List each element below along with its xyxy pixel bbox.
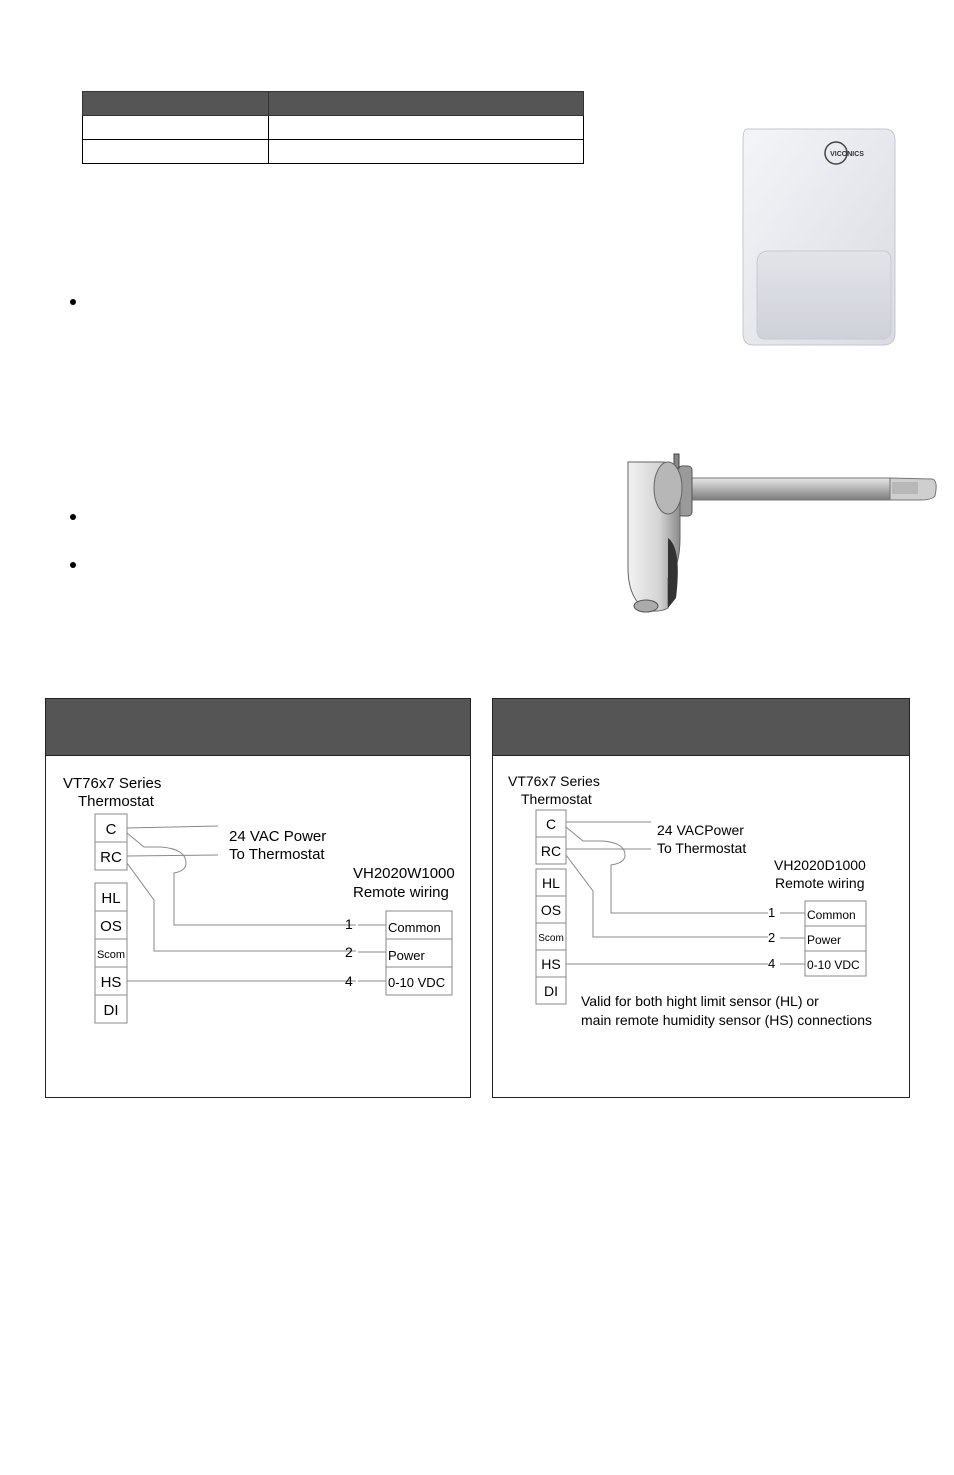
power-label: To Thermostat [229,846,325,863]
brand-logo: VICONICS [830,151,864,158]
terminal-os: OS [100,918,122,935]
model-label: Remote wiring [775,875,865,891]
pin-number: 4 [345,973,353,989]
thermostat-title: VT76x7 Series [63,775,162,792]
pin-number: 1 [768,905,776,920]
spec-table-header [83,92,584,116]
terminal-os: OS [540,902,562,918]
thermostat-title: VT76x7 Series [508,773,600,789]
table-row [83,140,584,164]
bullet-point [70,514,76,520]
terminal-rc: RC [100,849,122,866]
power-label: 24 VAC Power [229,828,327,845]
wiring-panel-w1000 [45,698,471,1098]
model-label: Remote wiring [353,884,449,901]
table-cell [269,116,584,140]
spec-table-header-cell [83,92,269,116]
spec-table [82,91,584,164]
duct-sensor-photo [610,448,940,618]
wiring-panel-d1000 [492,698,910,1098]
table-cell [83,116,269,140]
terminal-hs: HS [100,974,122,991]
terminal-hl: HL [101,890,121,907]
pin-number: 2 [345,944,353,960]
sensor-terminal-common: Common [388,920,441,935]
pin-number: 1 [345,916,353,932]
power-label: 24 VACPower [657,822,744,838]
model-label: VH2020W1000 [353,865,455,882]
wiring-note: Valid for both hight limit sensor (HL) or [581,993,819,1009]
sensor-terminal-common: Common [807,908,856,922]
terminal-hs: HS [541,956,561,972]
spec-table-header-cell [269,92,584,116]
wiring-diagram-w1000 [46,755,470,1097]
table-cell [83,140,269,164]
wiring-diagram-d1000 [493,755,909,1097]
terminal-rc: RC [540,843,562,859]
terminal-scom: Scom [538,933,564,944]
terminal-scom: Scom [96,949,126,961]
terminal-c: C [105,821,117,838]
terminal-hl: HL [542,875,560,891]
table-cell [269,140,584,164]
bullet-point [70,299,76,305]
pin-number: 4 [768,956,776,971]
panel-header [46,699,470,756]
panel-header [493,699,909,756]
sensor-terminal-signal: 0-10 VDC [388,975,446,990]
wall-sensor-photo [735,125,900,350]
sensor-terminal-power: Power [388,948,425,963]
sensor-terminal-signal: 0-10 VDC [807,958,860,972]
terminal-di: DI [103,1002,119,1019]
terminal-di: DI [544,983,558,999]
power-label: To Thermostat [657,840,747,856]
sensor-terminal-power: Power [807,933,842,947]
model-label: VH2020D1000 [774,857,866,873]
thermostat-title: Thermostat [521,791,592,807]
wiring-note: main remote humidity sensor (HS) connections [581,1012,873,1028]
bullet-point [70,562,76,568]
pin-number: 2 [768,930,776,945]
thermostat-title: Thermostat [78,793,154,810]
terminal-c: C [545,816,557,832]
table-row [83,116,584,140]
